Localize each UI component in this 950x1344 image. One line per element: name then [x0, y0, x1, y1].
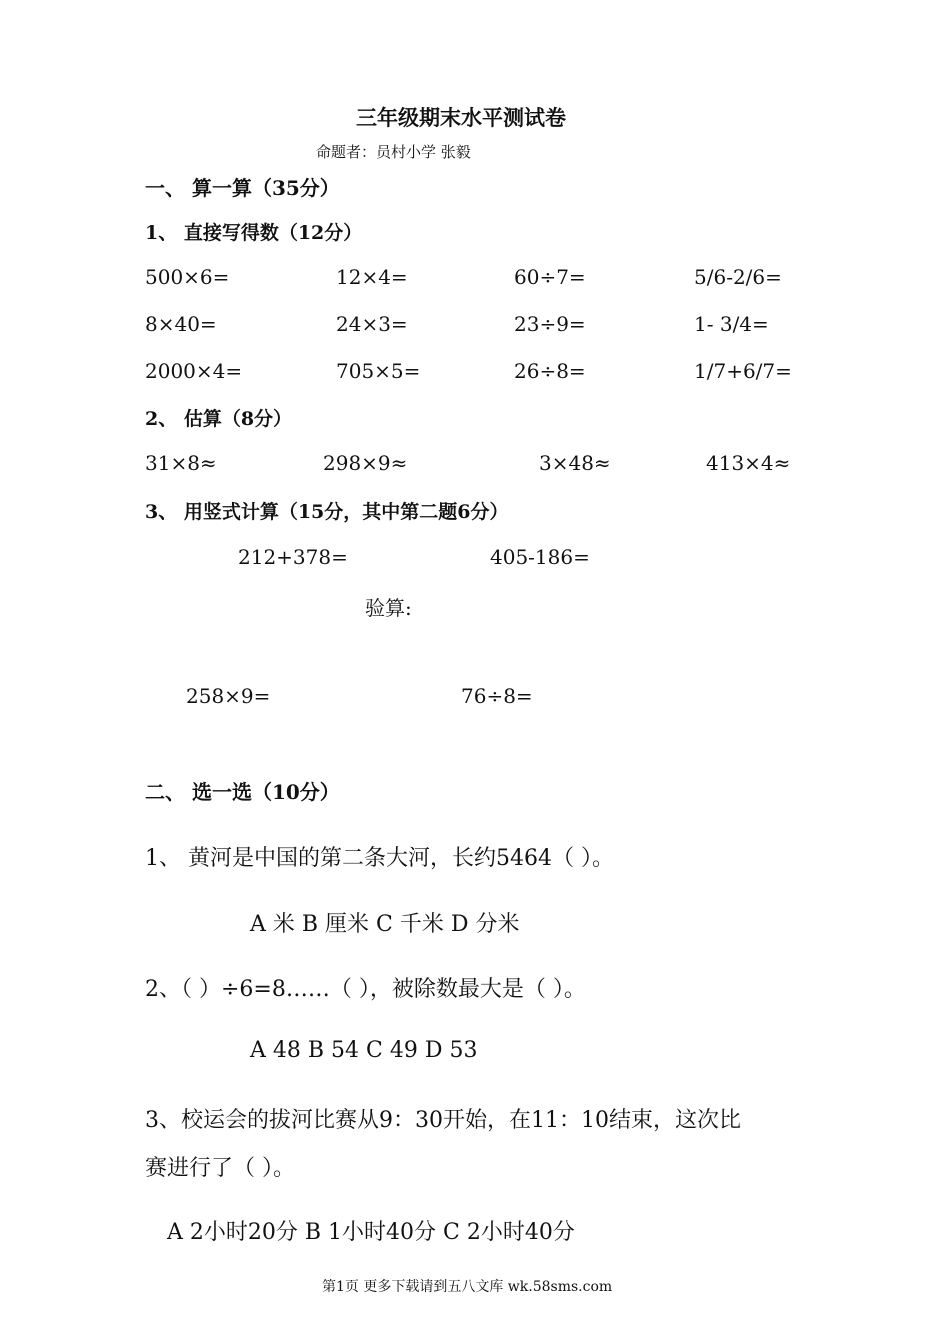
question-1: 1、 黄河是中国的第二条大河，长约5464（ ）。	[145, 846, 614, 871]
estimate-item: 3×48≈	[539, 451, 611, 475]
calc-item: 8×40=	[145, 312, 217, 336]
question-2-options: A 48 B 54 C 49 D 53	[250, 1038, 478, 1063]
page-footer: 第1页 更多下载请到五八文库 wk.58sms.com	[322, 1279, 613, 1295]
calc-item: 24×3=	[336, 312, 408, 336]
calc-item: 1/7+6/7=	[694, 359, 792, 383]
section-1-heading: 一、 算一算（35分）	[145, 176, 340, 200]
question-2: 2、（ ）÷6=8……（ ），被除数最大是（ ）。	[145, 977, 586, 1002]
calc-item: 12×4=	[336, 265, 408, 289]
calc-item: 2000×4=	[145, 359, 243, 383]
check-label: 验算:	[365, 596, 412, 620]
page-title: 三年级期末水平测试卷	[356, 105, 566, 130]
author-line: 命题者：员村小学 张毅	[316, 143, 471, 161]
calc-item: 5/6-2/6=	[694, 265, 782, 289]
vertical-calc-item: 258×9=	[186, 684, 271, 708]
calc-item: 60÷7=	[514, 265, 586, 289]
part-3-heading: 3、 用竖式计算（15分，其中第二题6分）	[145, 501, 509, 523]
calc-item: 26÷8=	[514, 359, 586, 383]
section-2-heading: 二、 选一选（10分）	[145, 780, 340, 804]
calc-item: 500×6=	[145, 265, 230, 289]
vertical-calc-item: 405-186=	[490, 545, 590, 569]
question-3-options: A 2小时20分 B 1小时40分 C 2小时40分	[167, 1220, 575, 1245]
estimate-item: 413×4≈	[706, 451, 791, 475]
vertical-calc-item: 212+378=	[238, 545, 348, 569]
question-3-line-1: 3、校运会的拔河比赛从9：30开始，在11：10结束，这次比	[145, 1108, 741, 1133]
estimate-item: 31×8≈	[145, 451, 217, 475]
part-2-heading: 2、 估算（8分）	[145, 408, 293, 430]
calc-item: 23÷9=	[514, 312, 586, 336]
estimate-item: 298×9≈	[323, 451, 408, 475]
calc-item: 705×5=	[336, 359, 421, 383]
calc-item: 1- 3/4=	[694, 312, 769, 336]
vertical-calc-item: 76÷8=	[461, 684, 533, 708]
question-1-options: A 米 B 厘米 C 千米 D 分米	[250, 912, 520, 937]
part-1-heading: 1、 直接写得数（12分）	[145, 222, 363, 244]
question-3-line-2: 赛进行了（ ）。	[145, 1156, 295, 1181]
